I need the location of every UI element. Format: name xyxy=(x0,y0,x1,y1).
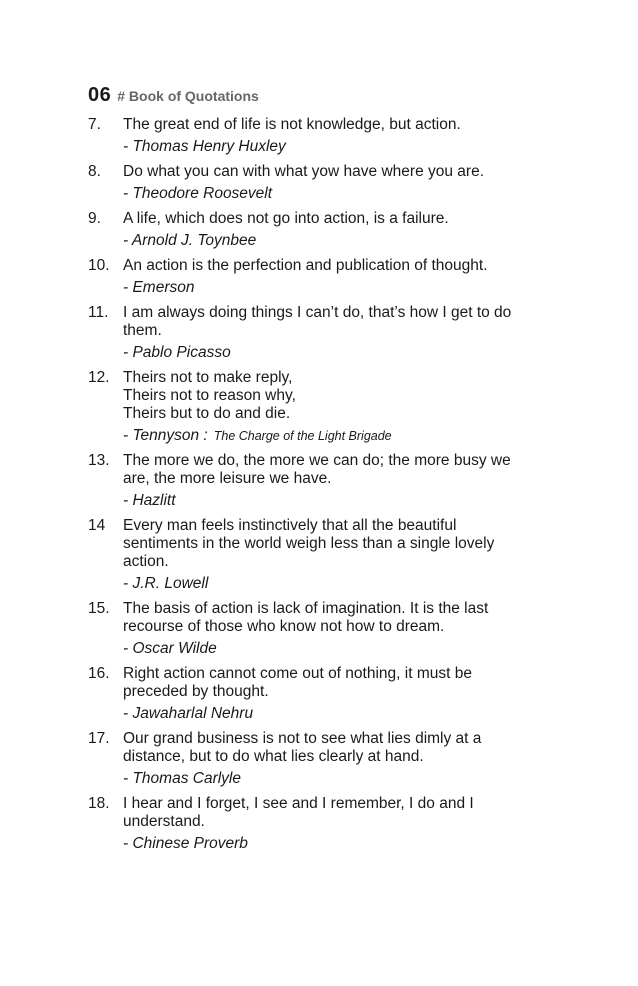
quote-text xyxy=(123,163,568,181)
quote-list xyxy=(88,116,568,853)
quote-text xyxy=(123,600,568,636)
quote-body xyxy=(123,452,568,510)
quote-line: I hear and I forget, I see and I remember, I do and I xyxy=(123,795,474,812)
quote-item xyxy=(88,116,568,156)
book-title: # Book of Quotations xyxy=(117,88,259,104)
quote-number: 13. xyxy=(88,452,110,469)
quote-line: The basis of action is lack of imagination. It is the last xyxy=(123,600,489,617)
quote-line: Theirs not to reason why, xyxy=(123,387,296,404)
quote-item xyxy=(88,795,568,853)
quote-text xyxy=(123,210,568,228)
quote-item xyxy=(88,665,568,723)
quote-item xyxy=(88,517,568,593)
author-name: - Emerson xyxy=(123,279,195,296)
quote-line: I am always doing things I can’t do, that’s how I get to do xyxy=(123,304,512,321)
quote-author xyxy=(123,427,568,445)
quote-number: 8. xyxy=(88,163,101,180)
quote-author xyxy=(123,575,568,593)
author-name: - Thomas Henry Huxley xyxy=(123,138,286,155)
quote-text xyxy=(123,304,568,340)
quote-number: 7. xyxy=(88,116,101,133)
quote-body xyxy=(123,257,568,297)
quote-number: 14 xyxy=(88,517,106,534)
quote-author xyxy=(123,185,568,203)
author-name: - Jawaharlal Nehru xyxy=(123,705,254,722)
quote-line: action. xyxy=(123,553,169,570)
quote-body xyxy=(123,210,568,250)
quote-item xyxy=(88,257,568,297)
quote-text xyxy=(123,517,568,571)
quote-line: A life, which does not go into action, is a failure. xyxy=(123,210,449,227)
quote-author xyxy=(123,770,568,788)
quote-text xyxy=(123,116,568,134)
quote-number: 15. xyxy=(88,600,110,617)
quote-author xyxy=(123,705,568,723)
quote-item xyxy=(88,163,568,203)
quote-line: Theirs not to make reply, xyxy=(123,369,293,386)
author-name: - Arnold J. Toynbee xyxy=(123,232,257,249)
quote-body xyxy=(123,730,568,788)
quote-author xyxy=(123,232,568,250)
quote-author xyxy=(123,492,568,510)
quote-number: 18. xyxy=(88,795,110,812)
quote-number: 16. xyxy=(88,665,110,682)
quote-line: The great end of life is not knowledge, but action. xyxy=(123,116,461,133)
author-name: - J.R. Lowell xyxy=(123,575,209,592)
page-number: 06 xyxy=(88,84,112,106)
quote-item xyxy=(88,600,568,658)
quote-author xyxy=(123,344,568,362)
quote-line: sentiments in the world weigh less than a single lovely xyxy=(123,535,495,552)
quote-line: distance, but to do what lies clearly at hand. xyxy=(123,748,424,765)
quote-item xyxy=(88,210,568,250)
quote-text xyxy=(123,795,568,831)
quote-text xyxy=(123,452,568,488)
quote-number: 11. xyxy=(88,304,109,321)
author-name: - Theodore Roosevelt xyxy=(123,185,273,202)
quote-item xyxy=(88,452,568,510)
quote-body xyxy=(123,795,568,853)
quote-body xyxy=(123,369,568,445)
quote-author xyxy=(123,138,568,156)
page-header xyxy=(88,84,568,106)
quote-line: are, the more leisure we have. xyxy=(123,470,332,487)
quote-body xyxy=(123,163,568,203)
quote-body xyxy=(123,304,568,362)
quote-line: The more we do, the more we can do; the more busy we xyxy=(123,452,511,469)
author-name: - Pablo Picasso xyxy=(123,344,231,361)
quote-author xyxy=(123,835,568,853)
quote-author xyxy=(123,279,568,297)
quote-item xyxy=(88,304,568,362)
quote-line: Every man feels instinctively that all the beautiful xyxy=(123,517,457,534)
quote-number: 10. xyxy=(88,257,110,274)
author-name: - Tennyson : xyxy=(123,427,208,444)
author-name: - Oscar Wilde xyxy=(123,640,217,657)
quote-text xyxy=(123,369,568,423)
page xyxy=(88,84,568,860)
quote-body xyxy=(123,116,568,156)
quote-text xyxy=(123,730,568,766)
quote-text xyxy=(123,665,568,701)
quote-line: understand. xyxy=(123,813,205,830)
quote-line: them. xyxy=(123,322,162,339)
author-name: - Hazlitt xyxy=(123,492,176,509)
author-name: - Thomas Carlyle xyxy=(123,770,241,787)
quote-text xyxy=(123,257,568,275)
quote-body xyxy=(123,665,568,723)
quote-item xyxy=(88,730,568,788)
quote-line: Theirs but to do and die. xyxy=(123,405,291,422)
quote-line: Our grand business is not to see what lies dimly at a xyxy=(123,730,482,747)
quote-body xyxy=(123,517,568,593)
quote-line: Do what you can with what yow have where you are. xyxy=(123,163,484,180)
quote-line: recourse of those who know not how to dream. xyxy=(123,618,445,635)
quote-line: preceded by thought. xyxy=(123,683,269,700)
quote-source: The Charge of the Light Brigade xyxy=(213,429,392,443)
quote-line: An action is the perfection and publication of thought. xyxy=(123,257,488,274)
quote-body xyxy=(123,600,568,658)
quote-number: 12. xyxy=(88,369,110,386)
quote-number: 9. xyxy=(88,210,101,227)
quote-author xyxy=(123,640,568,658)
author-name: - Chinese Proverb xyxy=(123,835,248,852)
quote-number: 17. xyxy=(88,730,110,747)
quote-line: Right action cannot come out of nothing, it must be xyxy=(123,665,472,682)
quote-item xyxy=(88,369,568,445)
